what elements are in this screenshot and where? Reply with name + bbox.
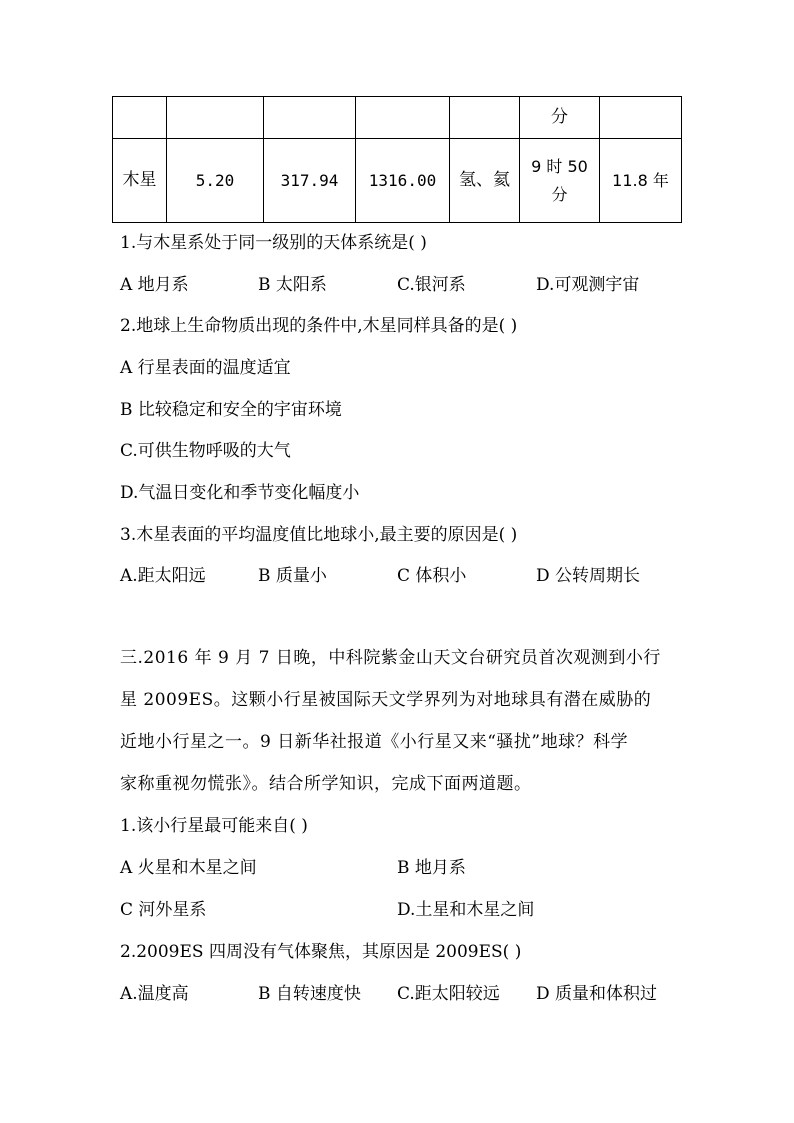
table-cell	[264, 97, 356, 139]
question-text: 1.该小行星最可能来自( )	[120, 816, 308, 836]
option-a: A 火星和木星之间	[120, 858, 257, 878]
paragraph-line: 家称重视勿慌张》。结合所学知识，完成下面两道题。	[120, 774, 532, 794]
volume-cell: 1316.00	[356, 139, 450, 223]
rotation-line-2: 分	[551, 184, 568, 204]
table-cell	[450, 97, 520, 139]
table-cell	[113, 97, 167, 139]
atmosphere-cell: 氢、氦	[450, 139, 520, 223]
option-c: C 河外星系	[120, 900, 207, 920]
paragraph-line: 星 2009ES。这颗小行星被国际天文学界列为对地球具有潜在威胁的	[120, 690, 652, 710]
table-cell: 分	[520, 97, 600, 139]
option-a: A 地月系	[120, 275, 189, 295]
question-text: 3.木星表面的平均温度值比地球小,最主要的原因是( )	[120, 525, 518, 545]
table-cell	[356, 97, 450, 139]
option-c: C.可供生物呼吸的大气	[120, 441, 291, 461]
question-text: 2.地球上生命物质出现的条件中,木星同样具备的是( )	[120, 316, 518, 336]
option-d: D.气温日变化和季节变化幅度小	[120, 483, 360, 503]
question-text: 2.2009ES 四周没有气体聚焦，其原因是 2009ES( )	[120, 942, 522, 962]
option-a: A.温度高	[120, 984, 189, 1004]
option-b: B 质量小	[258, 566, 327, 586]
table-row	[113, 97, 682, 139]
option-b: B 太阳系	[258, 275, 327, 295]
option-d: D.可观测宇宙	[536, 275, 640, 295]
option-a: A.距太阳远	[120, 566, 206, 586]
option-d: D 公转周期长	[536, 566, 641, 586]
planet-data-table	[112, 96, 682, 223]
option-a: A 行星表面的温度适宜	[120, 358, 291, 378]
option-c: C.距太阳较远	[397, 984, 500, 1004]
mass-cell: 317.94	[264, 139, 356, 223]
option-b: B 比较稳定和安全的宇宙环境	[120, 400, 342, 420]
option-d: D 质量和体积过	[536, 984, 658, 1004]
rotation-line-1: 9 时 50	[531, 157, 588, 177]
period-cell: 11.8 年	[600, 139, 682, 223]
option-b: B 自转速度快	[258, 984, 361, 1004]
rotation-cell	[520, 139, 600, 223]
distance-cell: 5.20	[167, 139, 264, 223]
paragraph-line: 三.2016 年 9 月 7 日晚，中科院紫金山天文台研究员首次观测到小行	[120, 648, 661, 668]
table-row	[113, 139, 682, 223]
question-text: 1.与木星系处于同一级别的天体系统是( )	[120, 233, 427, 253]
table-cell	[167, 97, 264, 139]
option-b: B 地月系	[397, 858, 466, 878]
planet-name-cell: 木星	[113, 139, 167, 223]
option-d: D.土星和木星之间	[397, 900, 535, 920]
table-cell	[600, 97, 682, 139]
option-c: C 体积小	[397, 566, 467, 586]
paragraph-line: 近地小行星之一。9 日新华社报道《小行星又来“骚扰”地球？科学	[120, 732, 629, 752]
option-c: C.银河系	[397, 275, 466, 295]
